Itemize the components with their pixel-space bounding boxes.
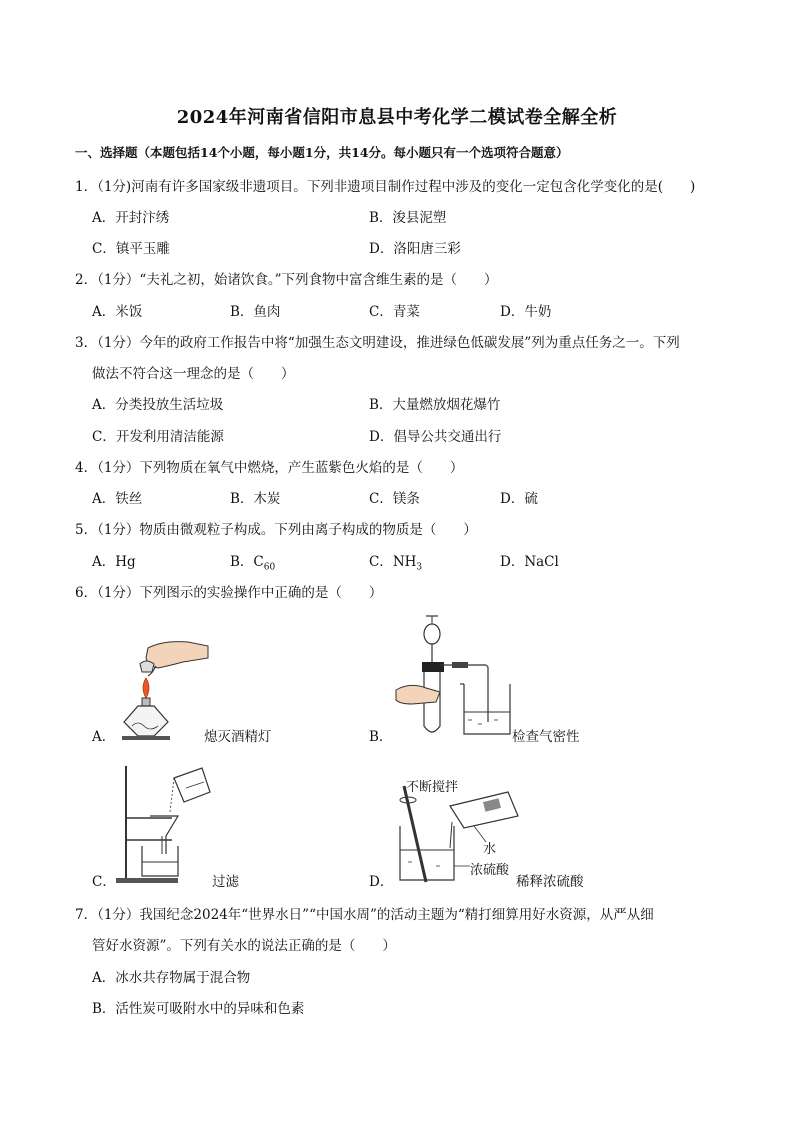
question-6-stem: 6．（1分）下列图示的实验操作中正确的是（ ） bbox=[75, 585, 383, 601]
alcohol-lamp-figure bbox=[118, 636, 213, 746]
q4-option-c: C．镁条 bbox=[369, 491, 420, 507]
question-5-stem: 5．（1分）物质由微观粒子构成。下列由离子构成的物质是（ ） bbox=[75, 522, 477, 538]
q5-option-c: C．$NH_3$ bbox=[369, 554, 423, 573]
q6-d-water-label: 水 bbox=[483, 842, 497, 857]
q5-option-a: A．Hg bbox=[92, 554, 136, 570]
question-7-stem-continued: 管好水资源”。下列有关水的说法正确的是（ ） bbox=[92, 938, 396, 954]
question-4-stem: 4．（1分）下列物质在氧气中燃烧，产生蓝紫色火焰的是（ ） bbox=[75, 460, 464, 476]
q7-option-b: B．活性炭可吸附水中的异味和色素 bbox=[92, 1001, 305, 1017]
q5-option-d: D．NaCl bbox=[500, 554, 559, 570]
q6-option-b-letter: B． bbox=[369, 729, 393, 745]
question-2-stem: 2．（1分）“夫礼之初，始诸饮食。”下列食物中富含维生素的是（ ） bbox=[75, 272, 498, 288]
q1-option-d: D．洛阳唐三彩 bbox=[369, 241, 461, 257]
filtration-figure bbox=[112, 758, 222, 886]
q3-option-b: B．大量燃放烟花爆竹 bbox=[369, 397, 501, 413]
q6-option-b-caption: 检查气密性 bbox=[512, 729, 580, 745]
q6-option-a-letter: A． bbox=[92, 729, 116, 745]
q4-option-b: B．木炭 bbox=[230, 491, 281, 507]
q6-option-a-caption: 熄灭酒精灯 bbox=[204, 729, 272, 745]
q5-option-b: B．$C_{60}$ bbox=[230, 554, 276, 573]
page-title: 2024年河南省信阳市息县中考化学二模试卷全解全析 bbox=[176, 107, 618, 128]
q6-option-c-caption: 过滤 bbox=[212, 874, 239, 890]
q6-option-c-letter: C． bbox=[92, 874, 116, 890]
q3-option-a: A．分类投放生活垃圾 bbox=[92, 397, 224, 413]
q4-option-d: D．硫 bbox=[500, 491, 538, 507]
q3-option-d: D．倡导公共交通出行 bbox=[369, 429, 502, 445]
question-7-stem: 7．（1分）我国纪念2024年“世界水日”“中国水周”的活动主题为“精打细算用好水资源，从严从细 bbox=[75, 907, 654, 923]
q6-option-d-letter: D． bbox=[369, 874, 394, 890]
airtightness-check-figure bbox=[392, 612, 522, 742]
question-3-stem: 3．（1分）今年的政府工作报告中将“加强生态文明建设，推进绿色低碳发展”列为重点任务之一。下列 bbox=[75, 335, 680, 351]
q1-option-a: A．开封汴绣 bbox=[92, 210, 170, 226]
q2-option-b: B．鱼肉 bbox=[230, 304, 281, 320]
q4-option-a: A．铁丝 bbox=[92, 491, 143, 507]
q1-option-c: C．镇平玉雕 bbox=[92, 241, 170, 257]
q6-option-d-caption: 稀释浓硫酸 bbox=[516, 874, 584, 890]
q6-d-acid-label: 浓硫酸 bbox=[470, 863, 510, 878]
section-heading: 一、选择题（本题包括14个小题，每小题1分，共14分。每小题只有一个选项符合题意） bbox=[75, 145, 569, 160]
question-1-stem: 1．（1分)河南有许多国家级非遗项目。下列非遗项目制作过程中涉及的变化一定包含化学变化的是( ) bbox=[75, 179, 696, 195]
q7-option-a: A．冰水共存物属于混合物 bbox=[92, 970, 251, 986]
q1-option-b: B．浚县泥塑 bbox=[369, 210, 447, 226]
q2-option-a: A．米饭 bbox=[92, 304, 143, 320]
question-3-stem-continued: 做法不符合这一理念的是（ ） bbox=[92, 366, 295, 382]
q2-option-d: D．牛奶 bbox=[500, 304, 552, 320]
q2-option-c: C．青菜 bbox=[369, 304, 420, 320]
q6-d-stir-label: 不断搅拌 bbox=[406, 780, 459, 795]
q3-option-c: C．开发利用清洁能源 bbox=[92, 429, 224, 445]
